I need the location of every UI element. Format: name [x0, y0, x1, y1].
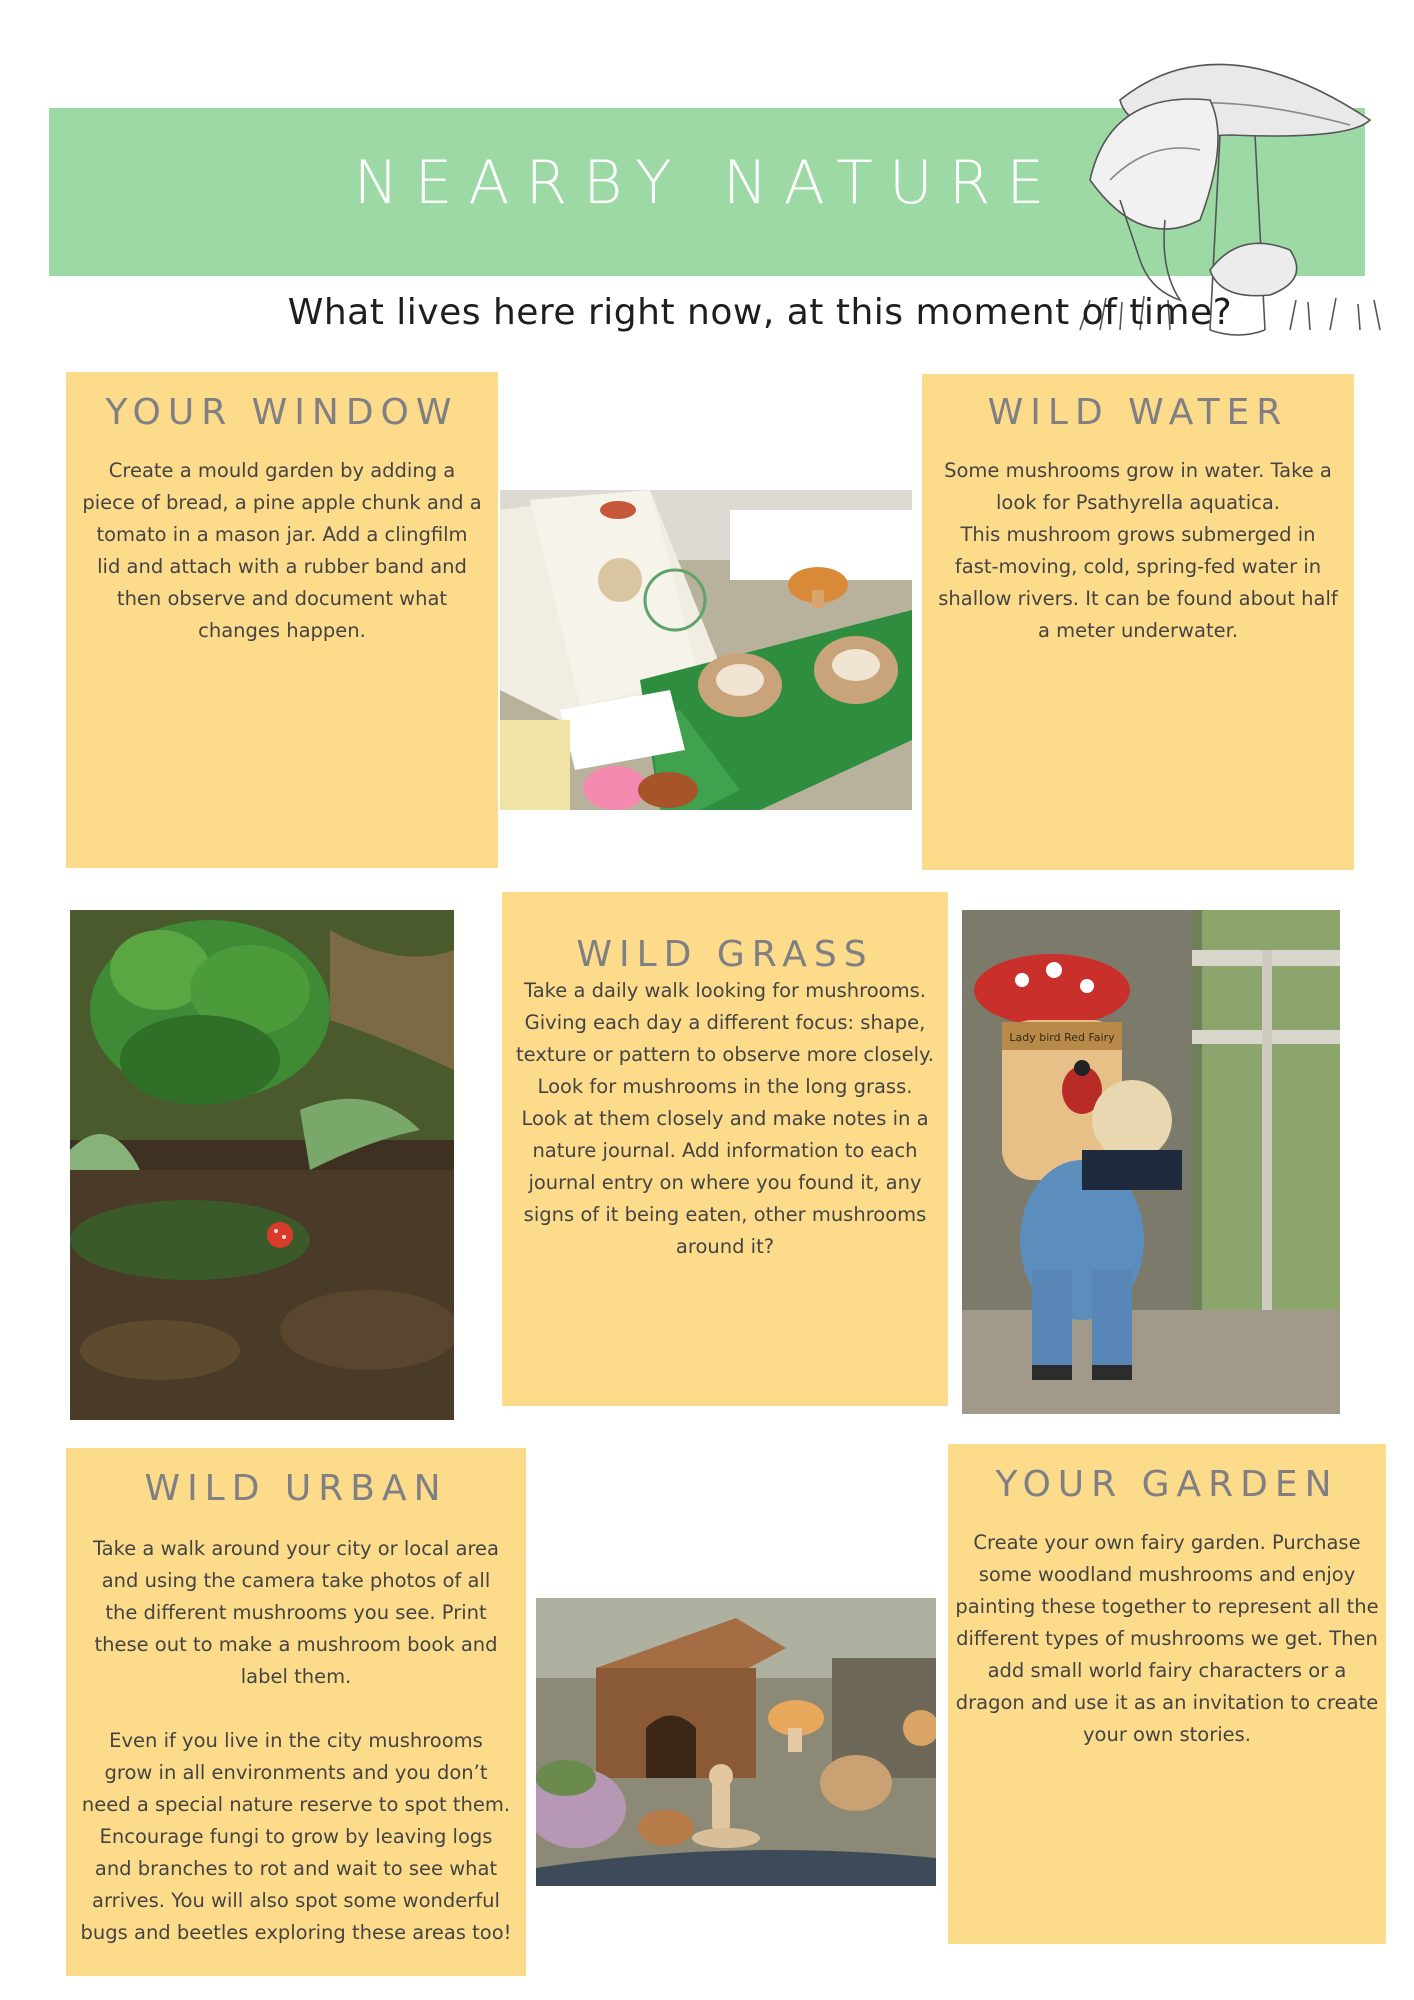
card-title: WILD GRASS [576, 934, 874, 975]
card-your-window [66, 372, 498, 868]
card-wild-grass [502, 892, 948, 1406]
photo-fairy-door [962, 910, 1340, 1414]
card-text: Some mushrooms grow in water. Take a look for Psathyrella aquatica. This mushroom grows submerged in fast-moving, cold, spring-fed water in shallow rivers. It can be found about half a meter underwater. [938, 459, 1338, 642]
photo-forest-floor [70, 910, 454, 1420]
card-title: YOUR GARDEN [995, 1464, 1339, 1505]
photo-fairy-garden [536, 1598, 936, 1886]
fairy-sign: Lady bird Red Fairy [1009, 1031, 1115, 1044]
card-text: Create a mould garden by adding a piece of bread, a pine apple chunk and a tomato in a mason jar. Add a clingfilm lid and attach with a rubber band and then observe and document what changes happen. [82, 459, 482, 642]
card-text: Take a daily walk looking for mushrooms. Giving each day a different focus: shape, texture or pattern to observe more closely. Look for mushrooms in the long grass. Look at them closely and make notes in a nature journal. Add information to each journal entry on where you found it, any signs of it being eaten, other mushrooms around it? [516, 979, 934, 1258]
card-wild-urban [66, 1448, 526, 1976]
card-title: YOUR WINDOW [105, 392, 459, 433]
card-title: WILD WATER [987, 392, 1289, 433]
page-title: NEARBY NATURE [353, 148, 1061, 218]
card-text: Create your own fairy garden. Purchase some woodland mushrooms and enjoy painting these together to represent all the different types of mushrooms we get. Then add small world fairy characters or a dragon and use it as an invitation to create your own stories. [955, 1531, 1379, 1746]
card-text: Take a walk around your city or local area and using the camera take photos of all the different mushrooms you see. Print these out to make a mushroom book and label them. Even if you live in the city mushrooms grow in all environments and you don’t need a special nature reserve to spot them. Encourage fungi to grow by leaving logs and branches to rot and wait to see what arrives. You will also spot some wonderful bugs and beetles exploring these areas too! [80, 1537, 512, 1944]
photo-mushroom-book [500, 490, 912, 810]
card-wild-water [922, 374, 1354, 870]
card-your-garden [948, 1444, 1386, 1944]
card-title: WILD URBAN [144, 1468, 448, 1509]
page-subtitle: What lives here right now, at this moment of time? [287, 292, 1233, 333]
